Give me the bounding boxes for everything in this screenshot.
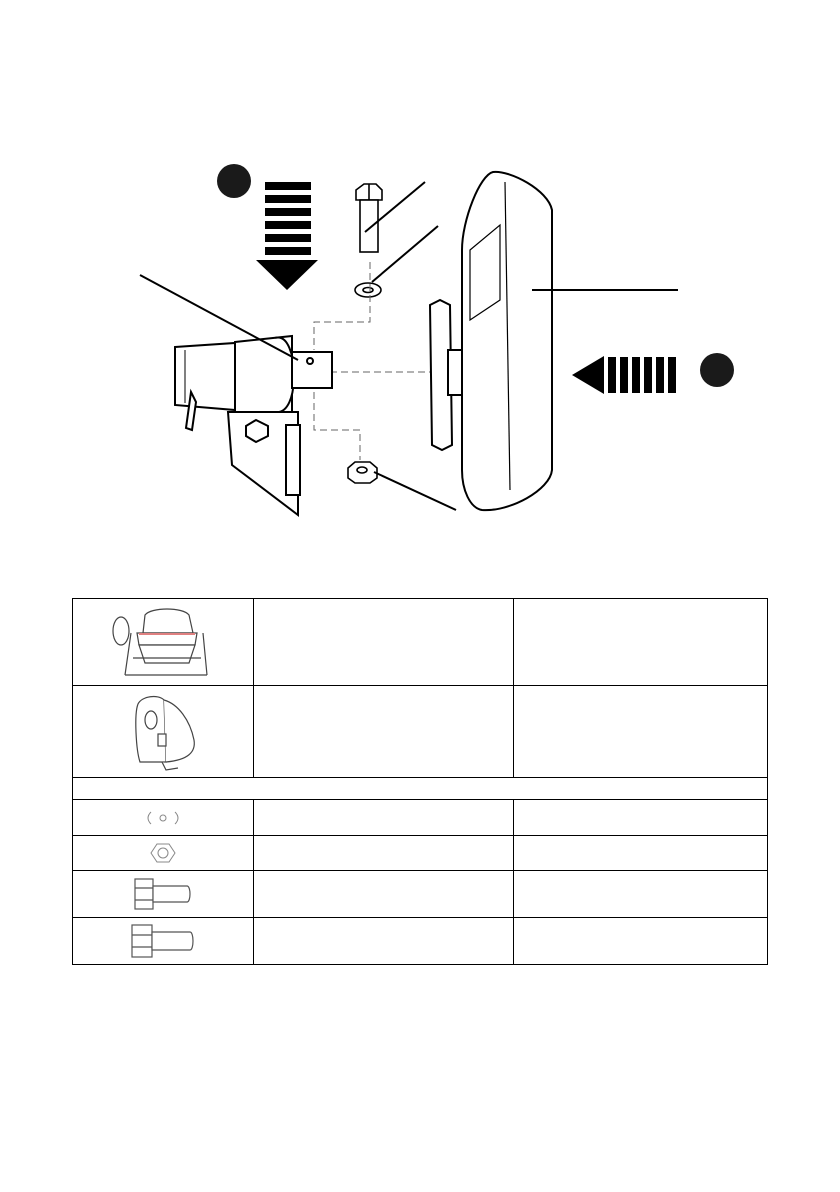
part-qty xyxy=(514,871,768,918)
down-arrow-icon xyxy=(256,182,318,290)
table-row xyxy=(73,871,768,918)
table-row xyxy=(73,918,768,965)
assembly-diagram xyxy=(0,0,840,560)
drum-panel-drawing xyxy=(462,172,552,510)
part-name xyxy=(254,918,514,965)
part-image-cell xyxy=(73,599,254,686)
mixer-drum-icon xyxy=(103,603,223,681)
part-name xyxy=(254,836,514,871)
part-qty xyxy=(514,599,768,686)
part-image-cell xyxy=(73,686,254,778)
part-image-cell xyxy=(73,836,254,871)
part-name xyxy=(254,686,514,778)
table-row xyxy=(73,599,768,686)
nut-icon xyxy=(148,841,178,865)
step-marker-a xyxy=(217,164,251,198)
step-marker-b xyxy=(700,353,734,387)
washer-drawing xyxy=(355,283,381,297)
gearbox-assembly-drawing xyxy=(175,336,332,515)
bolt-short-icon xyxy=(131,876,195,912)
part-name xyxy=(254,599,514,686)
washer-icon xyxy=(143,806,183,830)
table-row xyxy=(73,778,768,800)
motor-housing-icon xyxy=(118,690,208,774)
table-row xyxy=(73,686,768,778)
part-qty xyxy=(514,836,768,871)
part-image-cell xyxy=(73,800,254,836)
parts-table xyxy=(72,598,768,965)
part-name xyxy=(254,871,514,918)
part-name xyxy=(254,800,514,836)
part-qty xyxy=(514,918,768,965)
part-qty xyxy=(514,800,768,836)
left-arrow-icon xyxy=(572,356,676,394)
bolt-drawing xyxy=(356,184,382,252)
hardware-header xyxy=(73,778,768,800)
bolt-long-icon xyxy=(128,922,198,960)
part-image-cell xyxy=(73,918,254,965)
table-row xyxy=(73,800,768,836)
table-row xyxy=(73,836,768,871)
part-image-cell xyxy=(73,871,254,918)
part-qty xyxy=(514,686,768,778)
nut-drawing xyxy=(348,462,377,483)
